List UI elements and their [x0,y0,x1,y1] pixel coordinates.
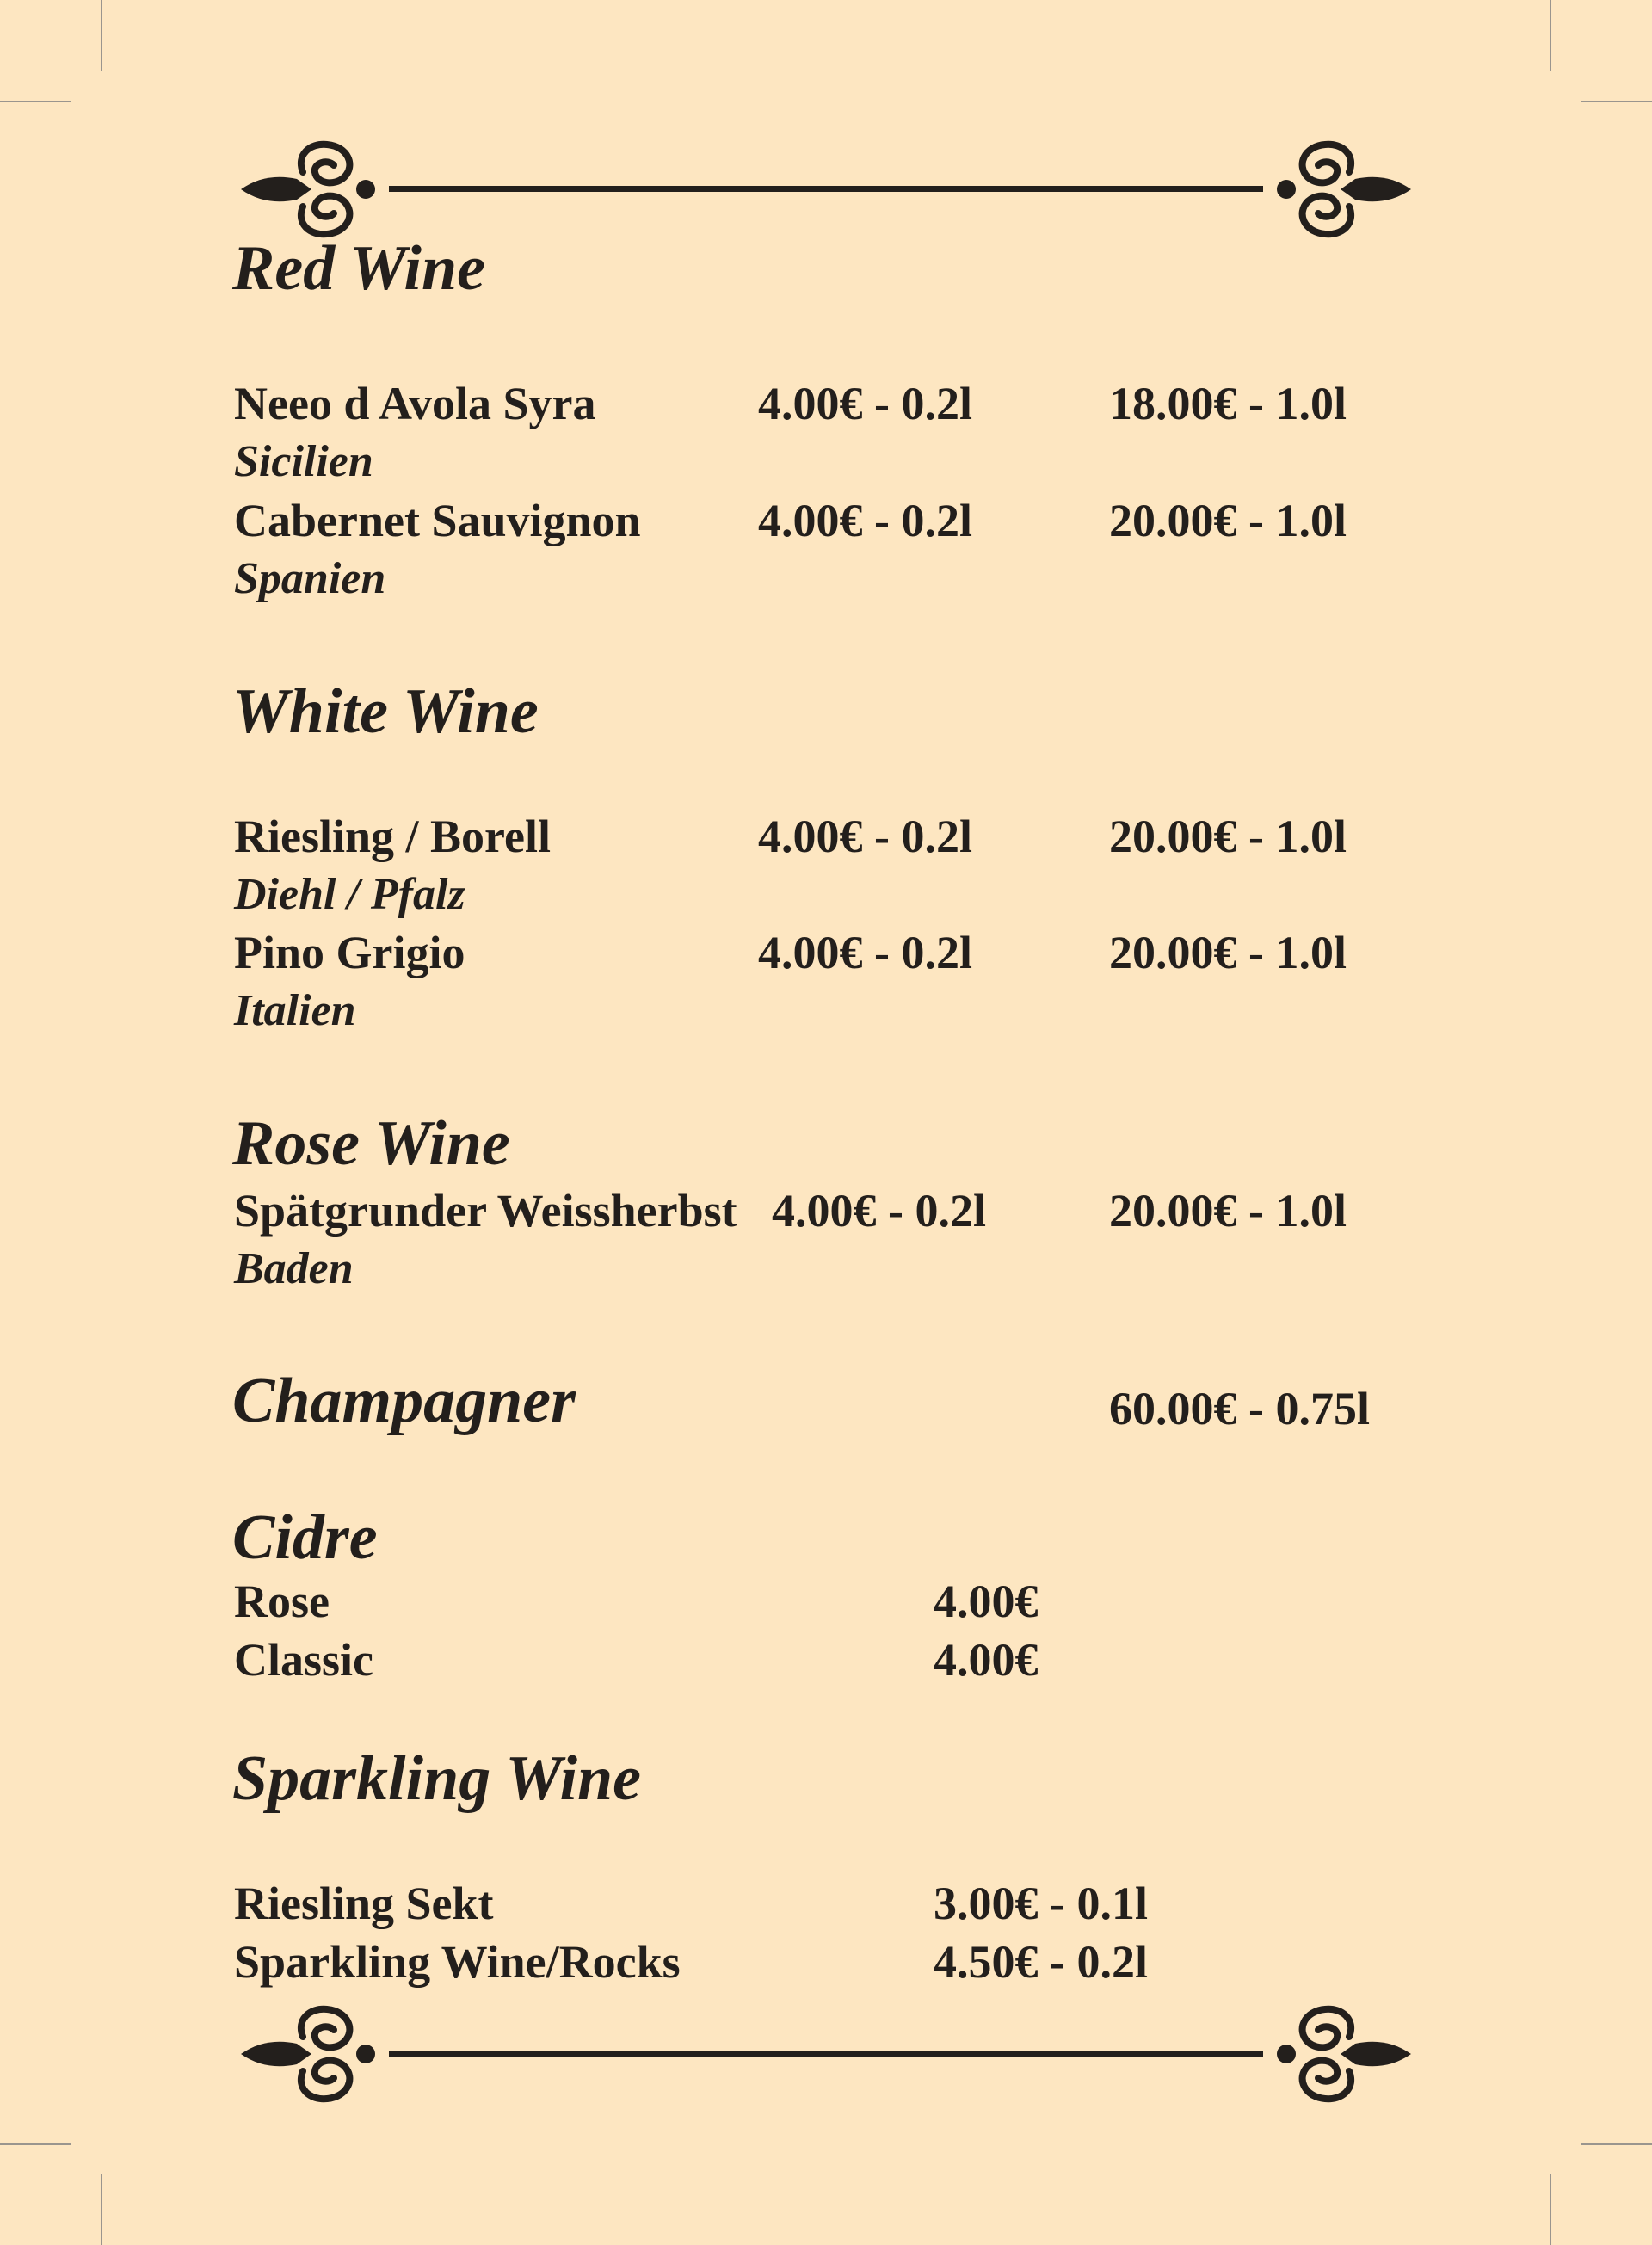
price-liter: 20.00€ - 1.0l [1109,495,1347,546]
price-liter: 18.00€ - 1.0l [1109,378,1347,429]
wine-origin: Diehl / Pfalz [234,870,465,919]
section-title-sparkling-wine: Sparkling Wine [232,1743,642,1814]
drink-price: 4.00€ [934,1634,1039,1686]
section-title-rose-wine: Rose Wine [232,1108,510,1179]
top-divider-ornament [241,145,1411,234]
price-glass: 4.00€ - 0.2l [758,811,972,862]
drink-price: 4.00€ [934,1576,1039,1627]
wine-name: Neeo d Avola Syra [234,378,596,429]
price-glass: 4.00€ - 0.2l [758,378,972,429]
drink-name: Classic [234,1634,373,1686]
wine-origin: Baden [234,1244,354,1293]
drink-price: 4.50€ - 0.2l [934,1936,1148,1988]
drink-name: Riesling Sekt [234,1878,494,1929]
wine-origin: Italien [234,986,356,1035]
section-title-red-wine: Red Wine [232,233,485,304]
price-liter: 20.00€ - 1.0l [1109,927,1347,978]
wine-origin: Sicilien [234,437,373,486]
section-title-champagner: Champagner [232,1366,576,1436]
price-bottle: 60.00€ - 0.75l [1109,1383,1370,1434]
price-glass: 4.00€ - 0.2l [758,495,972,546]
price-glass: 4.00€ - 0.2l [772,1185,986,1237]
bottom-divider-ornament [241,2009,1411,2099]
drink-name: Sparkling Wine/Rocks [234,1936,681,1988]
wine-origin: Spanien [234,554,386,603]
wine-name: Spätgrunder Weissherbst [234,1185,737,1237]
wine-name: Riesling / Borell [234,811,552,862]
price-liter: 20.00€ - 1.0l [1109,1185,1347,1237]
wine-name: Pino Grigio [234,927,465,978]
drink-price: 3.00€ - 0.1l [934,1878,1148,1929]
price-glass: 4.00€ - 0.2l [758,927,972,978]
wine-name: Cabernet Sauvignon [234,495,641,546]
drink-name: Rose [234,1576,330,1627]
section-title-cidre: Cidre [232,1502,378,1573]
price-liter: 20.00€ - 1.0l [1109,811,1347,862]
section-title-white-wine: White Wine [232,676,539,747]
